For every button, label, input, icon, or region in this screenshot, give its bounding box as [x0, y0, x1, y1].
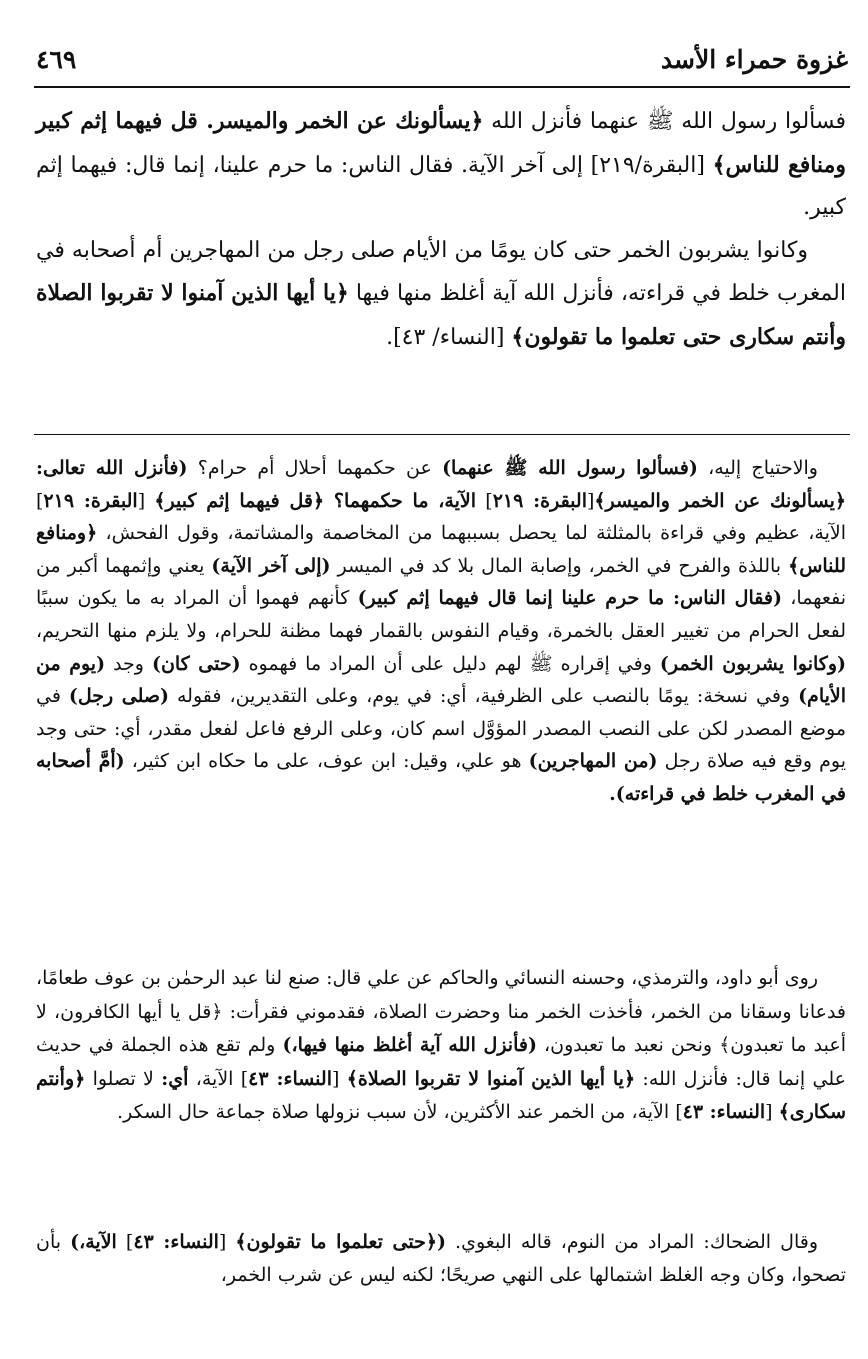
commentary-block — [36, 452, 846, 811]
text-run: وكانوا يشربون الخمر حتى كان يومًا من الأيام صلى رجل من المهاجرين أم أصحابه في المغرب خلط في قراءته، فأنزل الله آية أغلظ منها فيها — [36, 237, 846, 306]
text-run: يعني وإثمهما أكبر من نفعهما، — [36, 554, 847, 610]
bold-text-run: (فقال الناس: ما حرم علينا إنما قال فيهما إثم كبير) — [357, 587, 782, 610]
text-run: [ — [218, 1231, 236, 1253]
bold-text-run: الآية، ما حكمهما؟ ﴿قل فيهما إثم كبير﴾ — [154, 489, 477, 512]
bold-text-run: النساء: ٤٣ — [682, 1101, 766, 1123]
bold-text-run: الآية،) — [70, 1231, 117, 1253]
bold-text-run: (أمَّ أصحابه في المغرب خلط في قراءته). — [36, 750, 846, 805]
bold-text-run: البقرة: ٢١٩ — [43, 489, 138, 512]
bold-text-run: ﴿يا أيها الذين آمنوا لا تقربوا الصلاة﴾ — [346, 1067, 636, 1090]
commentary-separator — [34, 434, 850, 435]
text-run: ] — [116, 1231, 134, 1253]
text-run: وجد — [105, 652, 152, 675]
text-run: ] — [476, 489, 493, 512]
bold-text-run: ﴿ومنافع للناس﴾ — [36, 522, 846, 577]
text-run: والاحتياج إليه، — [697, 457, 818, 479]
running-title: غزوة حمراء الأسد — [660, 45, 848, 74]
page-header — [36, 42, 848, 82]
page-number: ٤٦٩ — [36, 45, 77, 74]
bold-text-run: (إلى آخر الآية) — [211, 554, 331, 577]
text-run: كأنهم فهموا أن المراد به ما يكون سببًا لفعل الحرام من تغيير العقل بالخمرة، وقيام النفوس بالقمار فهما مظنة للحرام، ولا يلزم منها التحريم، — [36, 587, 846, 642]
commentary-paragraph — [36, 452, 846, 811]
text-run: ] الآية، عظيم وفي قراءة بالمثلثة لما يحصل بسببهما من المخاصمة والمشاتمة، وقول الفحش، — [36, 489, 846, 545]
text-run: بأن تصحوا، وكان وجه الغلظ اشتمالها على النهي صريحًا؛ لكنه ليس عن شرب الخمر، — [36, 1231, 846, 1286]
text-run: باللذة والفرح في الخمر، وإصابة المال بلا كد في الميسر — [330, 554, 789, 577]
bold-text-run: ﴿يسألونك عن الخمر والميسر. قل فيهما إثم كبير ومنافع للناس﴾ — [36, 108, 846, 178]
text-run: روى أبو داود، والترمذي، وحسنه النسائي والحاكم عن علي قال: صنع لنا عبد الرحمٰن بن عوف طعامًا، فدعانا وسقانا من الخمر، فأخذت الخمر منا وحضرت الصلاة، فقدموني فقرأت: ﴿قل يا أيها الكافرون، لا أعبد ما تعبدون﴾ ونحن نعبد ما تعبدون، — [36, 967, 846, 1056]
text-run: [ — [331, 1067, 347, 1090]
text-run: لا تصلوا — [85, 1067, 162, 1090]
bold-text-run: (فأنزل الله تعالى: ﴿يسألونك عن الخمر والميسر﴾ — [36, 457, 847, 512]
text-run: [ — [137, 489, 155, 512]
bold-text-run: (فأنزل الله آية أغلظ منها فيها،) — [282, 1034, 537, 1056]
bold-text-run: ﴿وأنتم سكارى﴾ — [36, 1067, 846, 1123]
text-run: ] الآية، — [188, 1067, 249, 1090]
text-run: [البقرة/٢١٩] إلى آخر الآية. فقال الناس: ما حرم علينا، إنما قال: فيهما إثم كبير. — [36, 152, 846, 220]
text-run: ولم تقع هذه الجملة في حديث علي إنما قال: فأنزل الله: — [36, 1034, 846, 1090]
bold-text-run: (فسألوا رسول الله ﷺ عنهما) — [442, 457, 698, 479]
text-run: فسألوا رسول الله ﷺ عنهما فأنزل الله — [483, 109, 846, 134]
main-text-paragraph — [36, 230, 846, 360]
bold-text-run: ﴿يا أيها الذين آمنوا لا تقربوا الصلاة وأنتم سكارى حتى تعلموا ما تقولون﴾ — [36, 280, 846, 350]
commentary-block — [36, 962, 846, 1130]
bold-text-run: (﴿حتى تعلموا ما تقولون﴾ — [235, 1231, 446, 1253]
text-run: ] الآية، من الخمر عند الأكثرين، لأن سبب نزولها صلاة جماعة حال السكر. — [117, 1101, 683, 1123]
bold-text-run: (حتى كان) — [151, 652, 241, 675]
text-run: [ — [586, 489, 595, 512]
text-run: عن حكمهما أحلال أم حرام؟ — [187, 457, 443, 479]
text-run: [ — [765, 1101, 779, 1123]
text-run: وفي نسخة: يومًا بالنصب على الظرفية، أي: في يوم، وعلى التقديرين، فقوله — [169, 685, 799, 708]
main-text — [36, 100, 846, 359]
bold-text-run: (وكانوا يشربون الخمر) — [659, 652, 846, 675]
commentary-paragraph — [36, 962, 846, 1130]
text-run: وقال الضحاك: المراد من النوم، قاله البغوي. — [445, 1231, 818, 1253]
bold-text-run: النساء: ٤٣ — [248, 1067, 332, 1090]
commentary-block — [36, 1226, 846, 1292]
text-run: في موضع المصدر لكن على النصب المصدر المؤوَّل اسم كان، وعلى الرفع فاعل لفعل مقدر، أي: حتى وجد يوم وقع فيه صلاة رجل — [36, 685, 846, 773]
header-rule — [34, 86, 850, 88]
main-text-paragraph — [36, 100, 846, 230]
text-run: هو علي، وقيل: ابن عوف، على ما حكاه ابن كثير، — [124, 750, 529, 773]
bold-text-run: البقرة: ٢١٩ — [492, 489, 587, 512]
text-run: [النساء/ ٤٣]. — [386, 324, 512, 350]
bold-text-run: أي: — [161, 1067, 189, 1090]
text-run: وفي إقراره ﷺ لهم دليل على أن المراد ما فهموه — [240, 652, 660, 675]
bold-text-run: النساء: ٤٣ — [133, 1231, 219, 1253]
bold-text-run: (من المهاجرين) — [528, 750, 658, 773]
commentary-paragraph — [36, 1226, 846, 1292]
bold-text-run: (يوم من الأيام) — [36, 652, 847, 708]
bold-text-run: (صلى رجل) — [68, 685, 170, 708]
